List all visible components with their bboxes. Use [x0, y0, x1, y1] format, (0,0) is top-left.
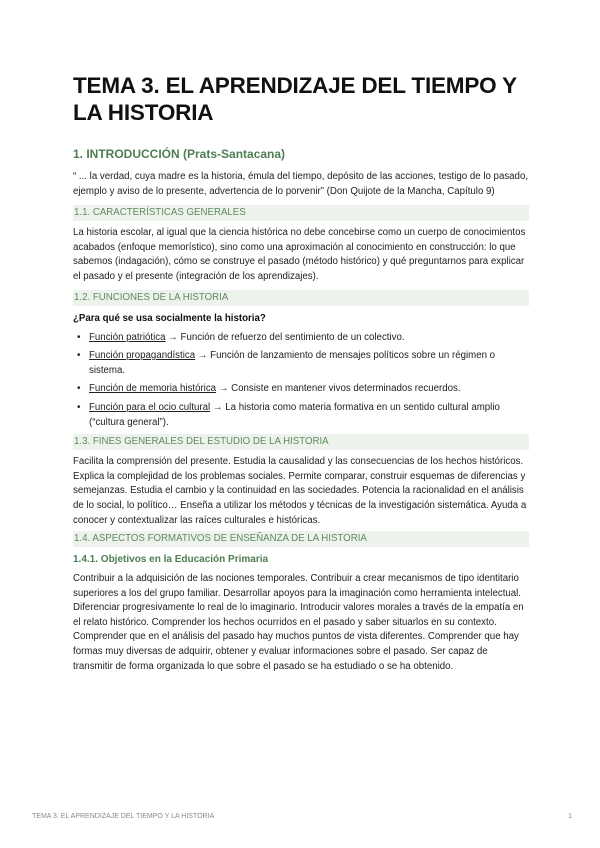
quijote-quote: “ ... la verdad, cuya madre es la historia, émula del tiempo, depósito de las acciones, testigo de lo pasado, ejemplo y aviso de lo presente, advertencia de lo porvenir” (Don Quijote de la Mancha, Capítulo 9): [73, 171, 529, 197]
bullet-icon: •: [77, 401, 81, 413]
subsection-heading-fines: 1.3. FINES GENERALES DEL ESTUDIO DE LA HISTORIA: [73, 434, 529, 450]
list-item-desc: → Función de refuerzo del sentimiento de un colectivo.: [165, 331, 405, 343]
list-item: [73, 382, 529, 397]
caracteristicas-text: La historia escolar, al igual que la ciencia histórica no debe concebirse como un cuerpo de conocimientos acabados (enfoque memorístico), sino como una aproximación al conocimiento en construcción: lo que sabemos (indagación), cómo se construye el pasado (método histórico) y qué preguntarnos para explicar el pasado y el presente (integración de los aprendizajes).: [73, 227, 526, 282]
funciones-question: ¿Para qué se usa socialmente la historia?: [73, 312, 266, 324]
footer-title: TEMA 3. EL APRENDIZAJE DEL TIEMPO Y LA HISTORIA: [32, 813, 215, 820]
objetivos-text: Contribuir a la adquisición de las nociones temporales. Contribuir a crear mecanismos de tipo identitario superiores a los del grupo familiar. Desarrollar apoyos para la imaginación como herramienta intelectual. Diferenciar progresivamente lo real de lo imaginario. Introducir valores morales a través de la empatía en el relato histórico. Comprender los hechos ocurridos en el pasado y saber situarlos en su contexto. Comprender que en el análisis del pasado hay muchos puntos de vista diferentes. Comprender que hay formas muy diversas de adquirir, obtener y evaluar informaciones sobre el pasado. Ser capaz de transmitir de forma organizada lo que sobre el pasado se ha estudiado o se ha obtenido.: [73, 573, 524, 672]
page-title: TEMA 3. EL APRENDIZAJE DEL TIEMPO Y LA HISTORIA: [73, 73, 517, 125]
subsection-heading-caracteristicas: 1.1. CARACTERÍSTICAS GENERALES: [73, 205, 529, 221]
subsection-heading-funciones: 1.2. FUNCIONES DE LA HISTORIA: [73, 290, 529, 306]
subsubsection-heading-objetivos: 1.4.1. Objetivos en la Educación Primaria: [73, 554, 269, 566]
bullet-icon: •: [77, 331, 81, 343]
list-item-desc: → Consiste en mantener vivos determinados recuerdos.: [216, 383, 461, 395]
bullet-icon: •: [77, 350, 81, 362]
list-item-term: Función propagandística: [89, 350, 196, 362]
list-item-term: Función para el ocio cultural: [89, 401, 211, 413]
list-item-term: Función de memoria histórica: [89, 383, 217, 395]
funciones-list: [73, 331, 529, 431]
list-item: [73, 331, 529, 346]
list-item-desc: → Función de lanzamiento de mensajes políticos sobre un régimen o sistema.: [89, 350, 496, 376]
page-footer: [32, 812, 572, 822]
section-heading-introduccion: 1. INTRODUCCIÓN (Prats-Santacana): [73, 147, 286, 161]
list-item-term: Función patriótica: [89, 331, 166, 343]
list-item: [73, 349, 529, 378]
list-item: [73, 401, 529, 430]
subsection-heading-aspectos: 1.4. ASPECTOS FORMATIVOS DE ENSEÑANZA DE LA HISTORIA: [73, 531, 529, 547]
page-number: 1: [568, 813, 572, 820]
bullet-icon: •: [77, 383, 81, 395]
document-page: [73, 72, 529, 674]
list-item-desc: → La historia como materia formativa en un sentido cultural amplio (“cultura general”).: [89, 401, 500, 428]
fines-text: Facilita la comprensión del presente. Estudia la causalidad y las consecuencias de los hechos históricos. Explica la complejidad de los problemas sociales. Permite comparar, construir esquemas de diferencias y semejanzas. Estudia el cambio y la continuidad en las sociedades. Potencia la racionalidad en el análisis de lo social, lo político… Enseña a utilizar los métodos y técnicas de la investigación sistemática. Ayuda a conocer y contextualizar las raíces culturales e históricas.: [73, 456, 527, 526]
